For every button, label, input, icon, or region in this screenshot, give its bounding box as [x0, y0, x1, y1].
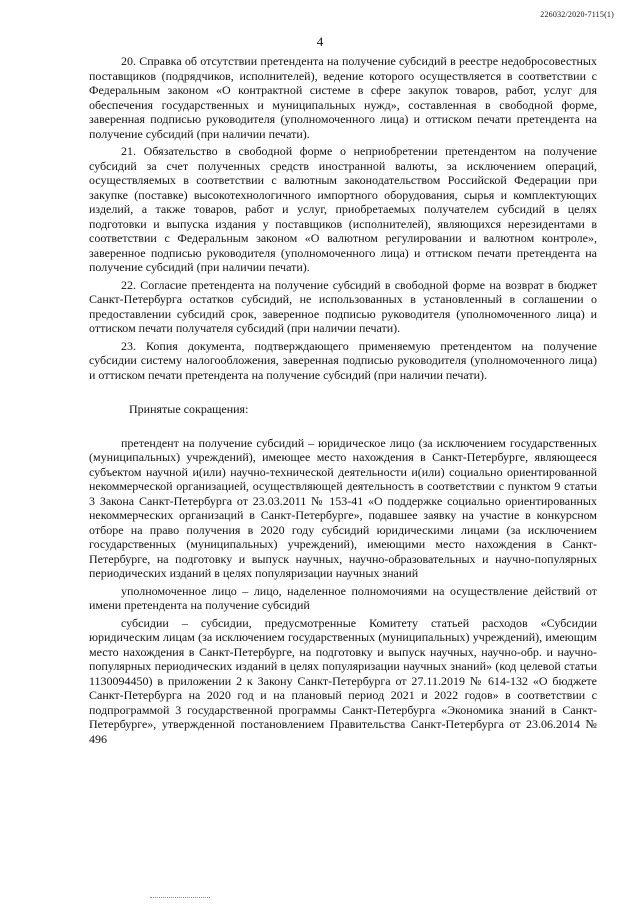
document-code: 226032/2020-7115(1)	[540, 10, 614, 19]
page-number: 4	[316, 34, 324, 49]
list-item-22: 22. Согласие претендента на получение субсидий в свободной форме на возврат в бюджет Санкт-Петербурга остатков субсидий, не использованных в установленный в соглашении о предоставлении субсидий срок, заверенное подписью руководителя (уполномоченного лица) и оттиском печати получателя субсидий (при наличии печати).	[89, 277, 597, 335]
abbreviations-heading: Принятые сокращения:	[129, 402, 249, 416]
definition-authorized-person: уполномоченное лицо – лицо, наделенное полномочиями на осуществление действий от имени претендента на получение субсидий	[89, 583, 597, 612]
definition-applicant: претендент на получение субсидий – юридическое лицо (за исключением государственных (муниципальных) учреждений), имеющее место нахождения в Санкт-Петербурге, являющееся субъектом научной и(или) научно-технической деятельности и(или) социально ориентированной некоммерческой организацией, осуществляющей деятельность в соответствии с пунктом 9 статьи 3 Закона Санкт-Петербурга от 23.03.2011 № 153-41 «О поддержке социально ориентированных некоммерческих организаций в Санкт-Петербурге», подавшее заявку на участие в конкурсном отборе на право получения в 2020 году субсидий юридическими лицами (за исключением государственных (муниципальных) учреждений), имеющими место нахождения в Санкт-Петербурге, на подготовку и выпуск научных, научно-образовательных и научно-популярных периодических изданий в целях популяризации научных знаний	[89, 435, 597, 580]
footer-mark	[150, 897, 210, 899]
list-item-20: 20. Справка об отсутствии претендента на получение субсидий в реестре недобросовестных поставщиков (подрядчиков, исполнителей), ведение которого осуществляется в соответствии с Федеральным законом «О контрактной системе в сфере закупок товаров, работ, услуг для обеспечения государственных и муниципальных нужд», составленная в свободной форме, заверенная подписью руководителя (уполномоченного лица) и оттиском печати претендента на получение субсидий (при наличии печати).	[89, 54, 597, 141]
document-body	[89, 54, 597, 749]
list-item-21: 21. Обязательство в свободной форме о неприобретении претендентом на получение субсидий за счет полученных средств иностранной валюты, за исключением операций, осуществляемых в соответствии с валютным законодательством Российской Федерации при закупке (поставке) высокотехнологичного импортного оборудования, сырья и комплектующих изделий, а также товаров, работ и услуг, приобретаемых получателем субсидий в целях подготовки и выпуска издания у поставщиков (исполнителей), являющихся нерезидентами в соответствии с Федеральным законом «О валютном регулировании и валютном контроле», заверенное подписью руководителя (уполномоченного лица) и оттиском печати претендента на получение субсидий (при наличии печати).	[89, 144, 597, 274]
list-item-23: 23. Копия документа, подтверждающего применяемую претендентом на получение субсидии систему налогообложения, заверенная подписью руководителя (уполномоченного лица) и оттиском печати претендента на получение субсидий (при наличии печати).	[89, 338, 597, 382]
definition-subsidies: субсидии – субсидии, предусмотренные Комитету статьей расходов «Субсидии юридическим лицам (за исключением государственных (муниципальных) учреждений), имеющим место нахождения в Санкт-Петербурге, на подготовку и выпуск научных, научно-обр. и научно-популярных периодических изданий в целях популяризации научных знаний» (код целевой статьи 1130094450) в приложении 2 к Закону Санкт-Петербурга от 27.11.2019 № 614-132 «О бюджете Санкт-Петербурга на 2020 год и на плановый период 2021 и 2022 годов» в соответствии с подпрограммой 3 государственной программы Санкт-Петербурга «Экономика знаний в Санкт-Петербурге», утвержденной постановлением Правительства Санкт-Петербурга от 23.06.2014 № 496	[89, 615, 597, 746]
